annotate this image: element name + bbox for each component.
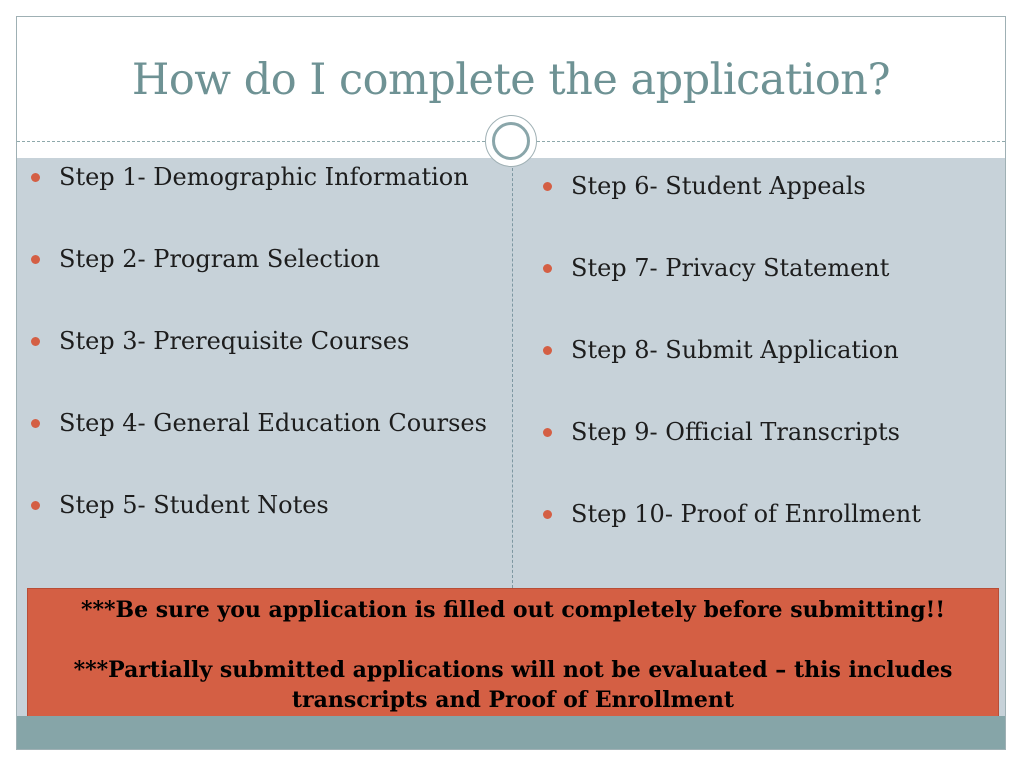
right-step-list bbox=[543, 169, 983, 579]
list-item: Step 3- Prerequisite Courses bbox=[31, 324, 491, 358]
list-item: Step 10- Proof of Enrollment bbox=[543, 497, 983, 531]
slide-title: How do I complete the application? bbox=[131, 55, 891, 105]
column-divider bbox=[512, 158, 513, 588]
callout-line-complete: ***Be sure you application is filled out completely before submitting!! bbox=[81, 597, 945, 623]
list-item: Step 7- Privacy Statement bbox=[543, 251, 983, 285]
callout-line-partial: ***Partially submitted applications will not be evaluated – this includes transcripts and Proof of Enrollment bbox=[73, 657, 953, 713]
slide bbox=[16, 16, 1006, 750]
list-item: Step 6- Student Appeals bbox=[543, 169, 983, 203]
list-item: Step 9- Official Transcripts bbox=[543, 415, 983, 449]
list-item: Step 4- General Education Courses bbox=[31, 406, 491, 440]
circle-ornament-inner-icon bbox=[492, 122, 530, 160]
list-item: Step 5- Student Notes bbox=[31, 488, 491, 522]
footer-bar bbox=[17, 716, 1005, 750]
warning-callout bbox=[27, 588, 999, 726]
list-item: Step 2- Program Selection bbox=[31, 242, 491, 276]
list-item: Step 8- Submit Application bbox=[543, 333, 983, 367]
list-item: Step 1- Demographic Information bbox=[31, 160, 491, 194]
left-step-list bbox=[31, 160, 491, 570]
